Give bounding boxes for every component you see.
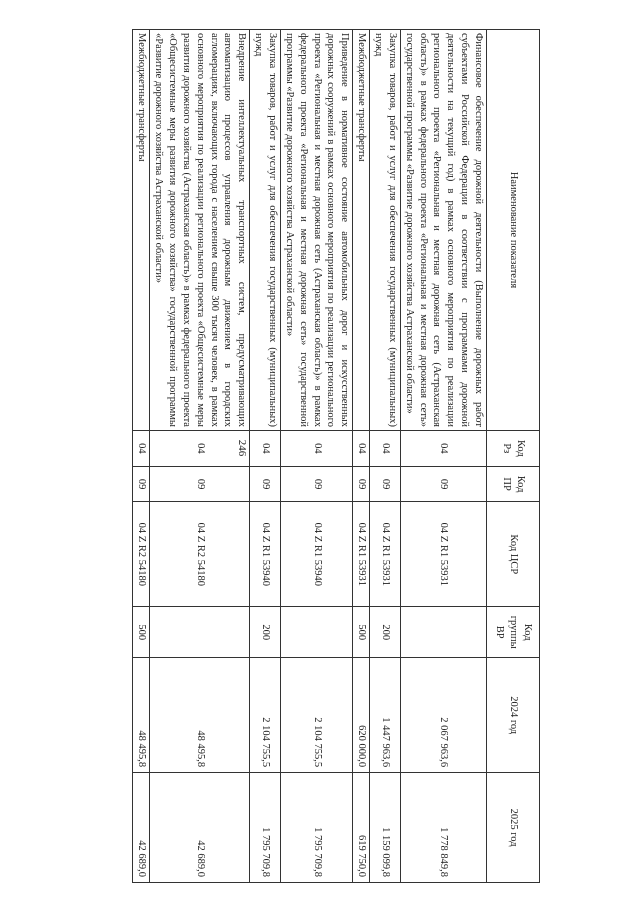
- cell-pr: 09: [133, 466, 150, 502]
- cell-rz: 04: [133, 430, 150, 466]
- table-row: [250, 30, 281, 883]
- cell-2024: 620 000,0: [353, 658, 370, 773]
- table-row: [133, 30, 150, 883]
- cell-pr: 09: [400, 466, 486, 502]
- cell-2025: 1 778 849,8: [400, 773, 486, 883]
- header-2025: 2025 год: [487, 773, 540, 883]
- cell-name: Межбюджетные трансферты: [133, 30, 150, 431]
- cell-2025: 1 795 709,8: [250, 773, 281, 883]
- cell-2025: 42 689,0: [150, 773, 250, 883]
- header-name: Наименование показателя: [487, 30, 540, 431]
- cell-csr: 04 Z R1 53940: [250, 502, 281, 607]
- cell-2024: 48 495,8: [150, 658, 250, 773]
- cell-2025: 1 795 709,8: [280, 773, 352, 883]
- cell-rz: 04: [280, 430, 352, 466]
- cell-2024: 48 495,8: [133, 658, 150, 773]
- cell-csr: 04 Z R1 53931: [370, 502, 401, 607]
- cell-2025: 42 689,0: [133, 773, 150, 883]
- cell-pr: 09: [250, 466, 281, 502]
- cell-csr: 04 Z R2 54180: [150, 502, 250, 607]
- cell-2024: 2 104 755,5: [280, 658, 352, 773]
- cell-vr: [150, 607, 250, 658]
- table-row: [353, 30, 370, 883]
- cell-rz: 04: [400, 430, 486, 466]
- cell-vr: [400, 607, 486, 658]
- cell-vr: 500: [133, 607, 150, 658]
- cell-csr: 04 Z R1 53931: [400, 502, 486, 607]
- cell-pr: 09: [280, 466, 352, 502]
- header-vr: Код группы ВР: [487, 607, 540, 658]
- cell-rz: 04: [353, 430, 370, 466]
- page-number: 246: [236, 439, 248, 457]
- cell-vr: 200: [370, 607, 401, 658]
- budget-table-rotated: [88, 29, 540, 883]
- cell-2024: 1 447 963,6: [370, 658, 401, 773]
- header-row: [487, 30, 540, 883]
- cell-csr: 04 Z R1 53940: [280, 502, 352, 607]
- cell-name: Закупка товаров, работ и услуг для обеспечения государственных (муниципальных) нужд: [250, 30, 281, 431]
- cell-name: Межбюджетные трансферты: [353, 30, 370, 431]
- cell-pr: 09: [150, 466, 250, 502]
- cell-vr: [280, 607, 352, 658]
- cell-name: Приведение в нормативное состояние автомобильных дорог и искусственных дорожных сооружений в рамках основного мероприятия по реализации регионального проекта «Региональная и местная дорожная сеть (Астраханская область)» в рамках федерального проекта «Региональная и местная дорожная сеть» государственной программы «Развитие дорожного хозяйства Астраханской области»: [280, 30, 352, 431]
- cell-pr: 09: [353, 466, 370, 502]
- header-2024: 2024 год: [487, 658, 540, 773]
- table-row: [150, 30, 250, 883]
- cell-rz: 04: [250, 430, 281, 466]
- cell-csr: 04 Z R1 53931: [353, 502, 370, 607]
- header-csr: Код ЦСР: [487, 502, 540, 607]
- cell-2024: 2 067 963,6: [400, 658, 486, 773]
- cell-vr: 500: [353, 607, 370, 658]
- header-rz: Код Рз: [487, 430, 540, 466]
- budget-table: [132, 29, 540, 883]
- cell-2025: 1 159 099,8: [370, 773, 401, 883]
- cell-2024: 2 104 755,5: [250, 658, 281, 773]
- cell-name: Финансовое обеспечение дорожной деятельности (Выполнение дорожных работ субъектами Российской Федерации в соответствии с программами дорожной деятельности на текущий год) в рамках основного мероприятия по реализации регионального проекта «Региональная и местная дорожная сеть (Астраханская область)» в рамках федерального проекта «Региональная и местная дорожная сеть» государственной программы «Развитие дорожного хозяйства Астраханской области»: [400, 30, 486, 431]
- cell-csr: 04 Z R2 54180: [133, 502, 150, 607]
- table-row: [280, 30, 352, 883]
- cell-rz: 04: [150, 430, 250, 466]
- cell-name: Закупка товаров, работ и услуг для обеспечения государственных (муниципальных) нужд: [370, 30, 401, 431]
- cell-rz: 04: [370, 430, 401, 466]
- cell-vr: 200: [250, 607, 281, 658]
- table-row: [400, 30, 486, 883]
- header-pr: Код ПР: [487, 466, 540, 502]
- cell-name: Внедрение интеллектуальных транспортных систем, предусматривающих автоматизацию процессов управления дорожным движением в городских агломерациях, включающих города с населением свыше 300 тысяч человек, в рамках основного мероприятия по реализации регионального проекта «Общесистемные меры развития дорожного хозяйства (Астраханская область)» в рамках федерального проекта «Общесистемные меры развития дорожного хозяйства» государственной программы «Развитие дорожного хозяйства Астраханской области»: [150, 30, 250, 431]
- cell-pr: 09: [370, 466, 401, 502]
- cell-2025: 619 750,0: [353, 773, 370, 883]
- table-row: [370, 30, 401, 883]
